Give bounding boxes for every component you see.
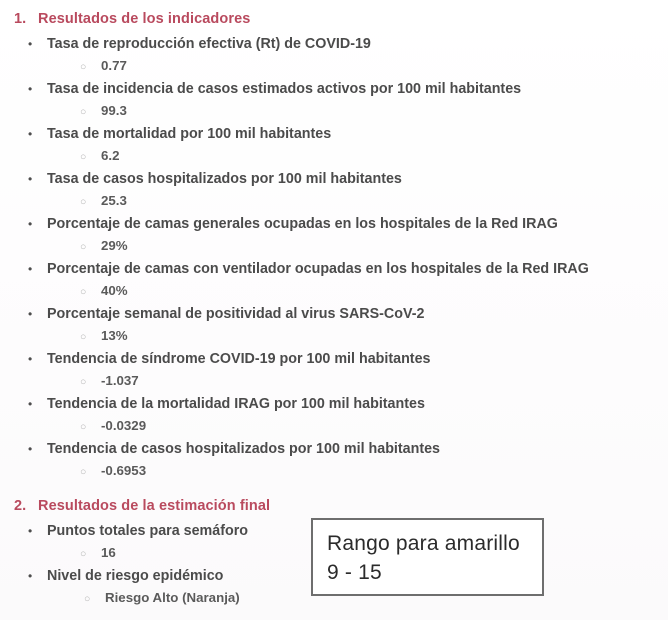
indicator-value-row (0, 280, 668, 303)
indicator-value-row (0, 460, 668, 483)
indicator-label-row (0, 348, 668, 370)
circle-bullet-icon: ○ (80, 421, 87, 433)
list-item (0, 258, 668, 303)
indicator-value-row (0, 190, 668, 213)
indicator-value: 29% (101, 238, 128, 253)
bullet-icon: • (28, 37, 33, 51)
section-2-title: Resultados de la estimación final (38, 498, 271, 514)
bullet-icon: • (28, 307, 33, 321)
bullet-icon: • (28, 127, 33, 141)
list-item (0, 438, 668, 483)
bullet-icon: • (28, 397, 33, 411)
circle-bullet-icon: ○ (80, 196, 87, 208)
bullet-icon: • (28, 442, 33, 456)
indicator-value: 0.77 (101, 58, 127, 73)
list-item (0, 33, 668, 78)
bullet-icon: • (28, 172, 33, 186)
indicator-value-row (0, 100, 668, 123)
bullet-icon: • (28, 262, 33, 276)
section-indicadores (0, 10, 668, 483)
section-2-heading (0, 497, 668, 515)
indicator-label: Tasa de mortalidad por 100 mil habitantes (47, 126, 332, 142)
risk-level-value: Riesgo Alto (Naranja) (105, 590, 240, 605)
indicator-value-row (0, 415, 668, 438)
indicator-value-row (0, 145, 668, 168)
indicator-value: -1.037 (101, 373, 139, 388)
indicator-value: 99.3 (101, 103, 127, 118)
indicator-label-row (0, 303, 668, 325)
section-1-heading (0, 10, 668, 28)
list-item (0, 168, 668, 213)
circle-bullet-icon: ○ (84, 593, 91, 605)
indicator-value: 25.3 (101, 193, 127, 208)
list-item (0, 393, 668, 438)
indicator-label: Porcentaje semanal de positividad al virus SARS-CoV-2 (47, 306, 425, 322)
indicator-label: Tendencia de la mortalidad IRAG por 100 mil habitantes (47, 396, 425, 412)
estimation-label: Puntos totales para semáforo (47, 523, 249, 539)
bullet-icon: • (28, 524, 33, 538)
circle-bullet-icon: ○ (80, 151, 87, 163)
circle-bullet-icon: ○ (80, 241, 87, 253)
indicator-label-row (0, 123, 668, 145)
section-1-number: 1. (14, 11, 27, 27)
indicator-value-row (0, 325, 668, 348)
list-item (0, 303, 668, 348)
indicator-value-row (0, 235, 668, 258)
indicator-label: Tendencia de síndrome COVID-19 por 100 mil habitantes (47, 351, 431, 367)
circle-bullet-icon: ○ (80, 61, 87, 73)
indicator-label-row (0, 78, 668, 100)
indicator-label: Tasa de casos hospitalizados por 100 mil habitantes (47, 171, 402, 187)
indicator-list (0, 33, 668, 483)
circle-bullet-icon: ○ (80, 106, 87, 118)
indicator-label: Porcentaje de camas generales ocupadas en los hospitales de la Red IRAG (47, 216, 558, 232)
bullet-icon: • (28, 352, 33, 366)
circle-bullet-icon: ○ (80, 286, 87, 298)
bullet-icon: • (28, 82, 33, 96)
callout-range: 9 - 15 (327, 561, 382, 584)
indicator-label-row (0, 213, 668, 235)
indicator-value: -0.0329 (101, 418, 147, 433)
indicator-label: Tendencia de casos hospitalizados por 100 mil habitantes (47, 441, 441, 457)
indicator-label-row (0, 33, 668, 55)
estimation-value: 16 (101, 545, 116, 560)
bullet-icon: • (28, 217, 33, 231)
circle-bullet-icon: ○ (80, 331, 87, 343)
list-item (0, 213, 668, 258)
list-item (0, 78, 668, 123)
indicator-value-row (0, 370, 668, 393)
indicator-value: 13% (101, 328, 128, 343)
bullet-icon: • (28, 569, 33, 583)
circle-bullet-icon: ○ (80, 466, 87, 478)
indicator-label-row (0, 393, 668, 415)
list-item (0, 123, 668, 168)
indicator-label-row (0, 168, 668, 190)
section-2-number: 2. (14, 498, 27, 514)
indicator-value: 40% (101, 283, 128, 298)
callout-title: Rango para amarillo (327, 532, 520, 555)
indicator-value-row (0, 55, 668, 78)
indicator-label: Tasa de reproducción efectiva (Rt) de COVID-19 (47, 36, 371, 52)
estimation-label: Nivel de riesgo epidémico (47, 568, 224, 584)
indicator-label-row (0, 438, 668, 460)
indicator-label: Porcentaje de camas con ventilador ocupadas en los hospitales de la Red IRAG (47, 261, 589, 277)
indicator-label-row (0, 258, 668, 280)
circle-bullet-icon: ○ (80, 376, 87, 388)
section-1-title: Resultados de los indicadores (38, 11, 251, 27)
list-item (0, 348, 668, 393)
circle-bullet-icon: ○ (80, 548, 87, 560)
indicator-value: 6.2 (101, 148, 120, 163)
indicator-label: Tasa de incidencia de casos estimados activos por 100 mil habitantes (47, 81, 522, 97)
indicator-value: -0.6953 (101, 463, 147, 478)
callout-box-rango-amarillo (311, 518, 544, 596)
